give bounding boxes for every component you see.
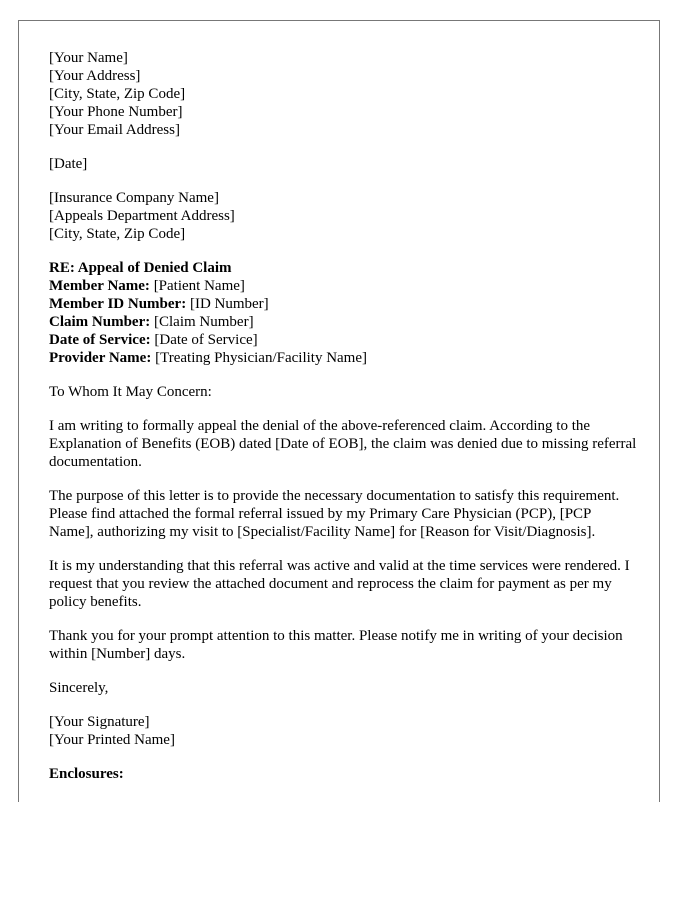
date-block — [49, 155, 639, 173]
letter-date: [Date] — [49, 156, 88, 172]
recipient-city-state-zip: [City, State, Zip Code] — [49, 226, 186, 242]
sender-name: [Your Name] — [49, 50, 128, 66]
body-paragraph-2: The purpose of this letter is to provide the necessary documentation to satisfy this requirement. Please find attached the formal referral issued by my Primary Care Physician (PCP), [PCP Name], authorizing my visit to [Specialist/Facility Name] for [Reason for Visit/Diagnosis]. — [49, 488, 620, 540]
sender-phone: [Your Phone Number] — [49, 104, 183, 120]
re-field-value: [Treating Physician/Facility Name] — [151, 350, 368, 366]
re-field-value: [Date of Service] — [150, 332, 258, 348]
re-field-label: Provider Name: — [49, 350, 152, 366]
salutation: To Whom It May Concern: — [49, 384, 212, 400]
closing: Sincerely, — [49, 680, 109, 696]
re-field-member-name — [49, 277, 639, 295]
re-field-member-id — [49, 295, 639, 313]
signature-block — [49, 713, 639, 749]
re-field-claim-number — [49, 313, 639, 331]
letter-content — [49, 49, 639, 799]
enclosures-block — [49, 765, 639, 783]
enclosures-label-text: Enclosures: — [49, 766, 124, 782]
re-field-value: [ID Number] — [186, 296, 269, 312]
re-subject-text: RE: Appeal of Denied Claim — [49, 260, 232, 276]
sender-city-state-zip: [City, State, Zip Code] — [49, 86, 186, 102]
enclosures-label — [49, 765, 639, 783]
sender-block — [49, 49, 639, 139]
re-field-date-of-service — [49, 331, 639, 349]
re-field-label: Member Name: — [49, 278, 150, 294]
sender-email: [Your Email Address] — [49, 122, 180, 138]
re-field-value: [Claim Number] — [150, 314, 254, 330]
re-field-label: Claim Number: — [49, 314, 151, 330]
re-block — [49, 259, 639, 367]
re-field-label: Date of Service: — [49, 332, 151, 348]
recipient-address: [Appeals Department Address] — [49, 208, 235, 224]
re-subject — [49, 259, 639, 277]
re-field-provider-name — [49, 349, 639, 367]
body-paragraph-1: I am writing to formally appeal the denial of the above-referenced claim. According to the Explanation of Benefits (EOB) dated [Date of EOB], the claim was denied due to missing referral documentation. — [49, 418, 637, 470]
body-paragraph-4: Thank you for your prompt attention to this matter. Please notify me in writing of your decision within [Number] days. — [49, 628, 623, 662]
signature-line: [Your Signature] — [49, 714, 150, 730]
recipient-company: [Insurance Company Name] — [49, 190, 219, 206]
re-field-value: [Patient Name] — [149, 278, 245, 294]
sender-address: [Your Address] — [49, 68, 141, 84]
body-paragraph-3: It is my understanding that this referral was active and valid at the time services were rendered. I request that you review the attached document and reprocess the claim for payment as per my policy benefits. — [49, 558, 630, 610]
recipient-block — [49, 189, 639, 243]
printed-name: [Your Printed Name] — [49, 732, 175, 748]
letter-page — [18, 20, 660, 802]
re-field-label: Member ID Number: — [49, 296, 187, 312]
